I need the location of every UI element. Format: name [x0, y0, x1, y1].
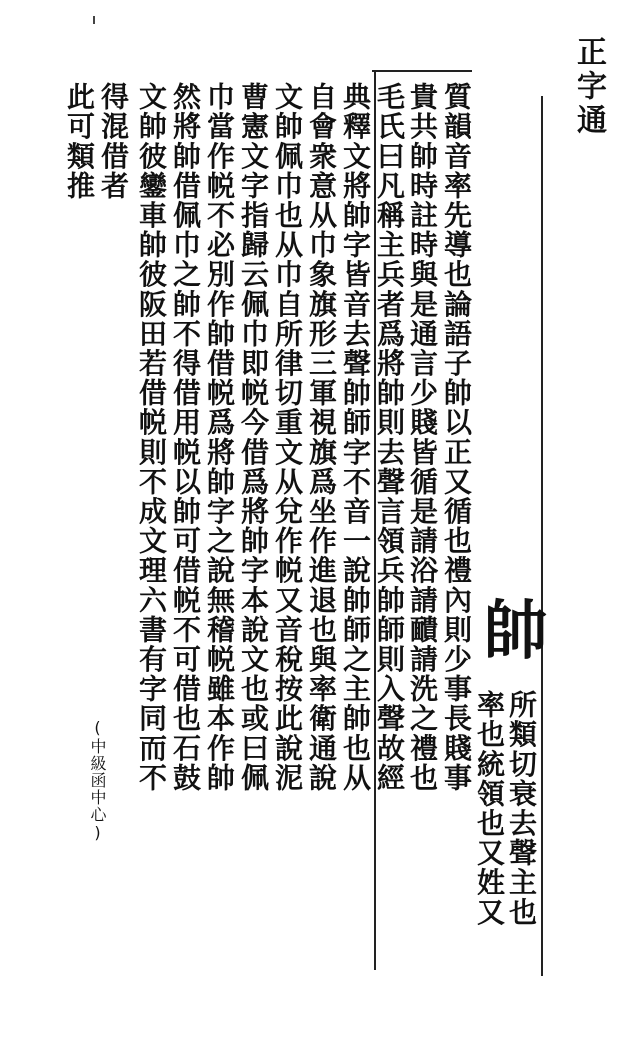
text-column-2: 率也統領也又姓又: [473, 690, 506, 927]
text-column-6: 典釋文將帥字皆音去聲帥師字不音一說帥師之主帥也从: [339, 82, 372, 793]
text-column-8: 文帥佩巾也从巾自所律切重文从兌作帨又音稅按此說泥: [271, 82, 304, 793]
column-rule: [372, 70, 472, 72]
text-column-7: 自會衆意从巾象旗形三軍視旗爲坐作進退也與率衛通說: [305, 82, 338, 793]
text-column-3: 質韻音率先導也論語子帥以正又循也禮內則少事長賤事: [440, 82, 473, 793]
text-column-14: 此可類推: [63, 82, 96, 201]
column-rule: [541, 96, 543, 976]
text-column-4: 貴共帥時註時與是通言少賤皆循是請浴請靧請洗之禮也: [406, 82, 439, 793]
text-column-10: 巾當作帨不必別作帥借帨爲將帥字之說無稽帨雖本作帥: [203, 82, 236, 793]
headword-character: 帥: [484, 594, 548, 669]
book-title-header: 正字通: [571, 36, 606, 138]
page-mark: [93, 16, 95, 24]
text-column-5: 毛氏曰凡稱主兵者爲將帥則去聲言領兵帥師則入聲故經: [373, 82, 406, 793]
text-column-12: 文帥彼鑾車帥彼阪田若借帨則不成文理六書有字同而不: [135, 82, 168, 793]
text-column-11: 然將帥借佩巾之帥不得借用帨以帥可借帨不可借也石鼓: [169, 82, 202, 793]
text-column-9: 曹憲文字指歸云佩巾即帨今借爲將帥字本說文也或曰佩: [237, 82, 270, 793]
text-column-1: 所類切衰去聲主也: [505, 690, 538, 927]
library-stamp: (中級函中心): [88, 718, 107, 843]
text-column-13: 得混借者: [97, 82, 130, 201]
